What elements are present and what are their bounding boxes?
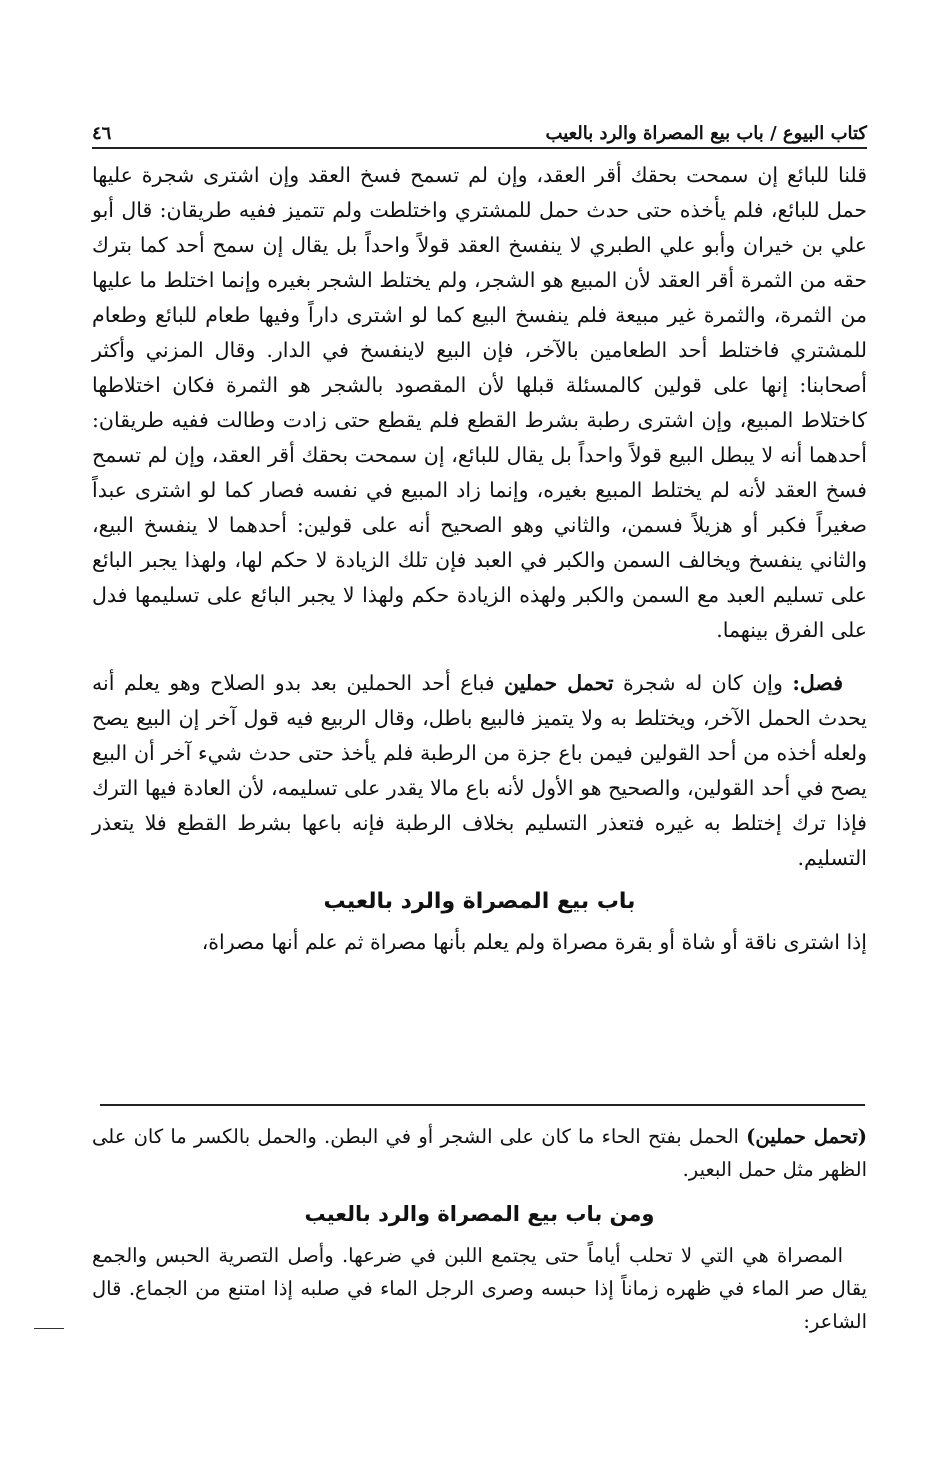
fasl-term: تحمل حملين	[504, 671, 614, 695]
running-header	[92, 110, 867, 149]
chapter-opening: إذا اشترى ناقة أو شاة أو بقرة مصراة ولم يعلم بأنها مصراة ثم علم أنها مصراة،	[201, 930, 867, 954]
margin-mark	[34, 1328, 64, 1329]
footnote-divider	[100, 1104, 865, 1106]
footnotes	[92, 1120, 867, 1338]
footnote-1-text: الحمل بفتح الحاء ما كان على الشجر أو في البطن. والحمل بالكسر ما كان على الظهر مثل حمل البعير.	[92, 1125, 867, 1181]
chapter-heading: باب بيع المصراة والرد بالعيب	[323, 889, 636, 914]
footnote-1	[92, 1120, 867, 1186]
footnote-heading: ومن باب بيع المصراة والرد بالعيب	[304, 1202, 655, 1226]
footnote-2: المصراة هي التي لا تحلب أياماً حتى يجتمع اللبن في ضرعها. وأصل التصرية الحبس والجمع يقال صر الماء في ظهره زماناً إذا حبسه وصرى الرجل الماء في صلبه إذا امتنع من الجماع. قال الشاعر:	[92, 1244, 867, 1333]
header-title: كتاب البيوع / باب بيع المصراة والرد بالعيب	[545, 123, 867, 144]
page-number: ٤٦	[92, 123, 112, 144]
fasl-post-text: فباع أحد الحملين بعد بدو الصلاح وهو يعلم أنه يحدث الحمل الآخر، ويختلط به ولا يتميز فالبيع باطل، وقال الربيع فيه قول آخر إن البيع يصح ولعله أخذه من أحد القولين فيمن باع جزة من الرطبة فلم يأخذ حتى حدث شيء آخر أن البيع يصح في أحد القولين، والصحيح هو الأول لأنه باع مالا يقدر على تسليمه، لأن العادة فيها الترك فإذا ترك إختلط به غيره فتعذر التسليم بخلاف الرطبة فإنه باعها بشرط القطع فلا يتعذر التسليم.	[92, 671, 867, 870]
main-text	[92, 158, 867, 960]
paragraph-1: قلنا للبائع إن سمحت بحقك أقر العقد، وإن لم تسمح فسخ العقد وإن اشترى شجرة عليها حمل للبائع، فلم يأخذه حتى حدث حمل للمشتري واختلطت ولم تتميز ففيه طريقان: قال أبو علي بن خيران وأبو علي الطبري لا ينفسخ العقد قولاً واحداً بل يقال إن سمح أحد كما بترك حقه من الثمرة أقر العقد لأن المبيع هو الشجر، ولم يختلط الشجر بغيره وإنما اختلط ما عليها من الثمرة، والثمرة غير مبيعة فلم ينفسخ البيع كما لو اشترى داراً وفيها طعام للبائع وطعام للمشتري فاختلط أحد الطعامين بالآخر، فإن البيع لاينفسخ في الدار. وقال المزني وأكثر أصحابنا: إنها على قولين كالمسئلة قبلها لأن المقصود بالشجر هو الثمرة فكان اختلاطها كاختلاط المبيع، وإن اشترى رطبة بشرط القطع فلم يقطع حتى زادت وطالت ففيه طريقان: أحدهما أنه لا يبطل البيع قولاً واحداً بل يقال للبائع، إن سمحت بحقك أقر العقد، وإن لم تسمح فسخ العقد لأنه لم يختلط المبيع بغيره، وإنما زاد المبيع في نفسه فصار كما لو اشترى عبداً صغيراً فكبر أو هزيلاً فسمن، والثاني وهو الصحيح أنه على قولين: أحدهما لا ينفسخ البيع، والثاني ينفسخ ويخالف السمن والكبر في العبد فإن تلك الزيادة لا حكم لها، ولهذا يجبر البائع على تسليم العبد مع السمن والكبر ولهذه الزيادة حكم ولهذا لا يجبر البائع على تسليمها فدل على الفرق بينهما.	[92, 163, 867, 642]
fasl-label: فصل:	[792, 671, 843, 695]
footnote-1-term: (تحمل حملين)	[746, 1125, 867, 1148]
fasl-pre-text: وإن كان له شجرة	[613, 671, 793, 695]
fasl-paragraph	[92, 666, 867, 876]
